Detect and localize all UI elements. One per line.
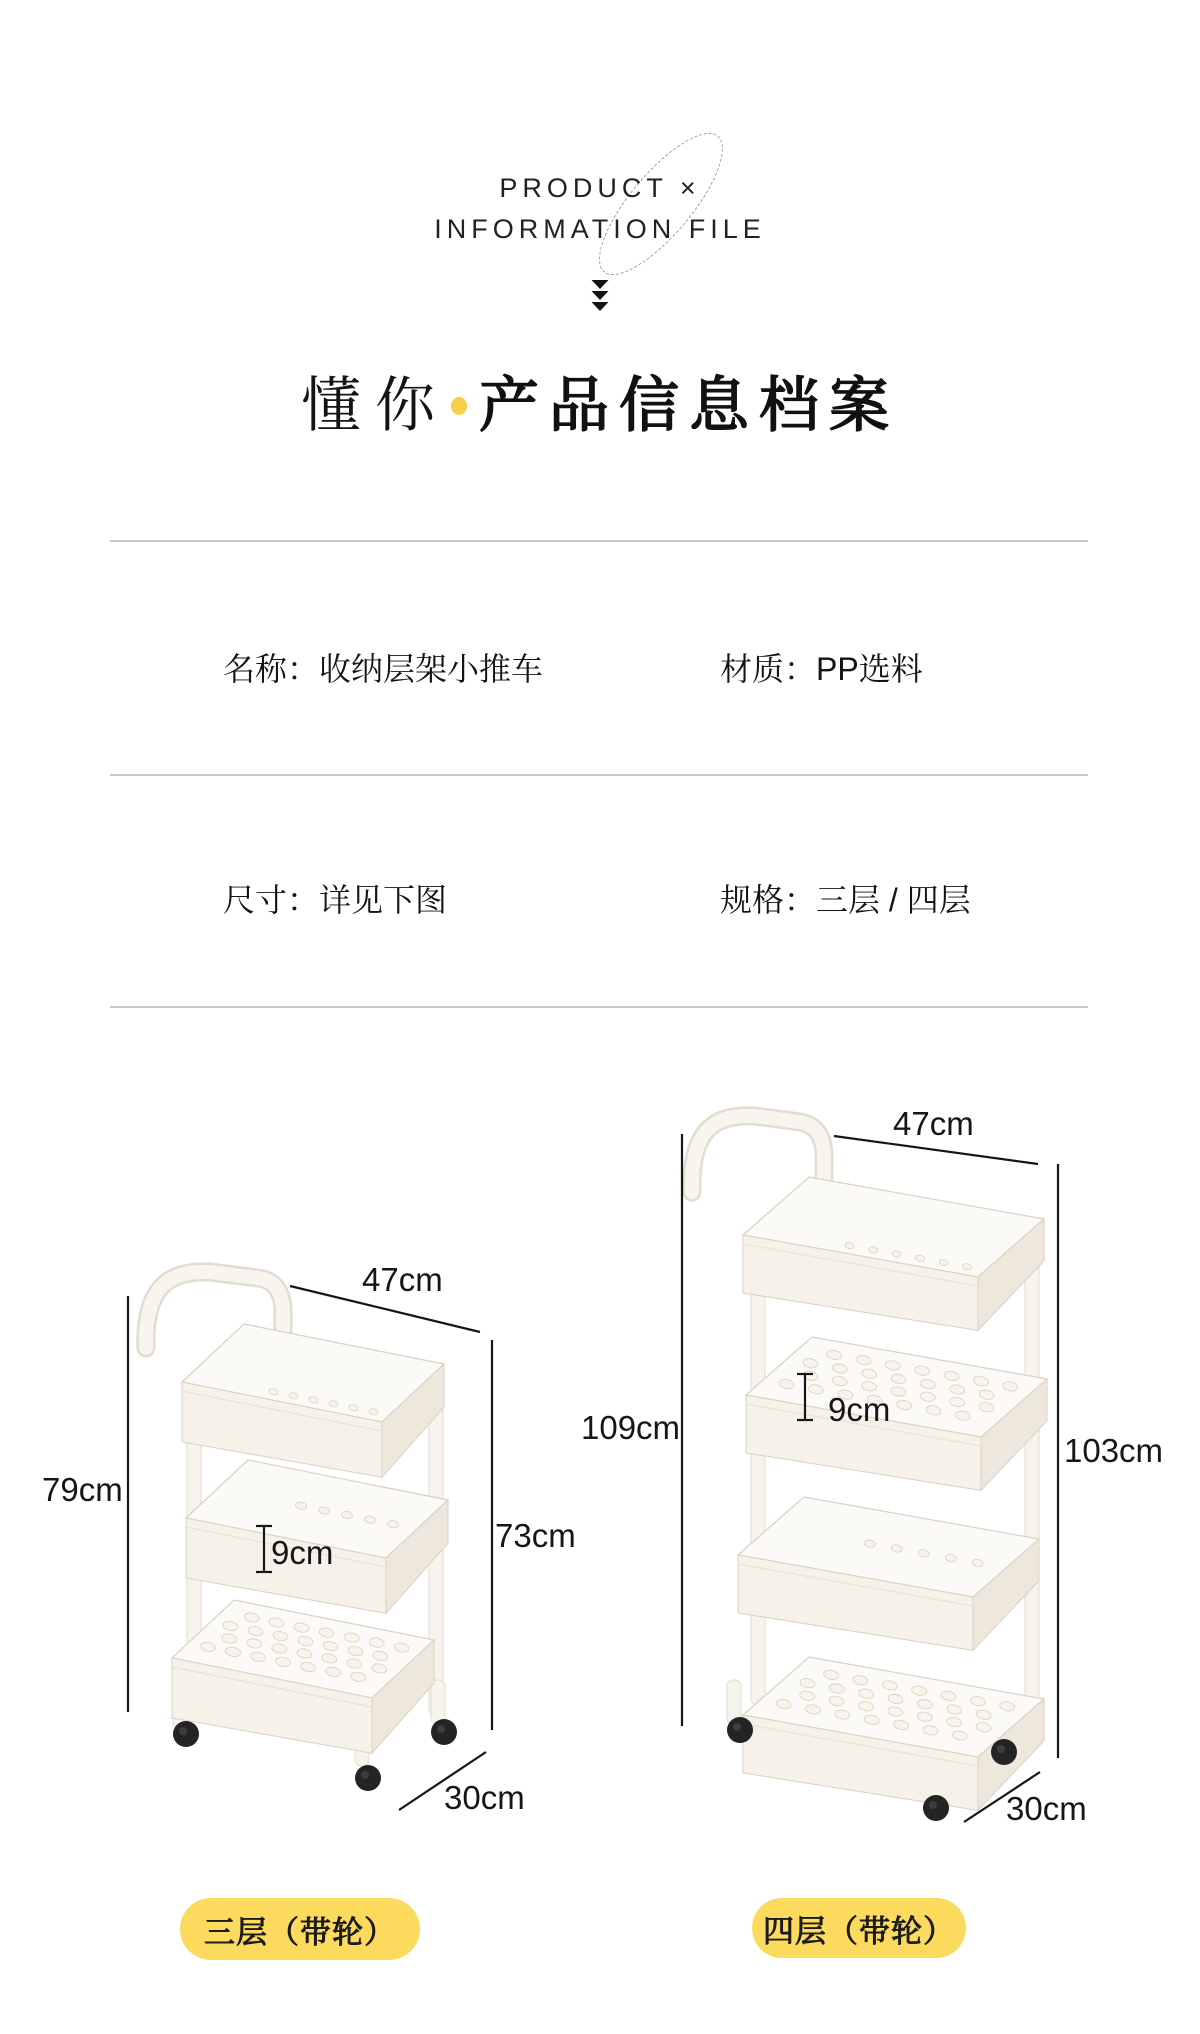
spec-tiers xyxy=(720,875,971,921)
spec-size-label: 尺寸： xyxy=(223,882,320,918)
divider-3 xyxy=(110,1006,1088,1008)
spec-size xyxy=(223,875,447,921)
dim-cart4-shelf-gap: 9cm xyxy=(828,1391,891,1428)
brand-logo xyxy=(0,168,1200,250)
spec-size-value: 详见下图 xyxy=(319,882,448,918)
dim-cart3-width: 47cm xyxy=(362,1261,443,1298)
spec-material xyxy=(720,644,923,690)
dim-cart3-height-left: 79cm xyxy=(42,1471,123,1508)
caption-4-tier: 四层（带轮） xyxy=(752,1898,966,1958)
dim-cart3-height-right: 73cm xyxy=(495,1517,576,1554)
caption-3-tier: 三层（带轮） xyxy=(180,1898,420,1960)
dim-cart4-height-left: 109cm xyxy=(581,1409,681,1446)
triple-down-chevron-icon xyxy=(592,279,609,312)
dim-cart4-depth: 30cm xyxy=(1006,1790,1087,1827)
dim-cart4-height-right: 103cm xyxy=(1064,1432,1164,1469)
logo-text-line1: PRODUCT × xyxy=(499,173,701,203)
spec-material-value: PP选料 xyxy=(816,651,923,687)
divider-1 xyxy=(110,540,1088,542)
spec-tiers-label: 规格： xyxy=(720,882,817,918)
dim-cart3-depth: 30cm xyxy=(444,1779,525,1816)
spec-name-label: 名称： xyxy=(223,651,320,687)
spec-name xyxy=(223,644,543,690)
spec-material-label: 材质： xyxy=(720,651,817,687)
spec-name-value: 收纳层架小推车 xyxy=(319,651,544,687)
title-bold-text: 产品信息档案 xyxy=(479,372,899,439)
title-dot-icon xyxy=(451,397,467,415)
title-light-text: 懂你 xyxy=(301,372,449,439)
divider-2 xyxy=(110,774,1088,776)
dim-cart3-shelf-gap: 9cm xyxy=(271,1534,334,1571)
logo-text-line2: INFORMATION FILE xyxy=(434,214,766,244)
spec-tiers-value: 三层 / 四层 xyxy=(816,882,971,918)
page-title xyxy=(0,358,1200,444)
dim-cart4-width: 47cm xyxy=(893,1105,974,1142)
